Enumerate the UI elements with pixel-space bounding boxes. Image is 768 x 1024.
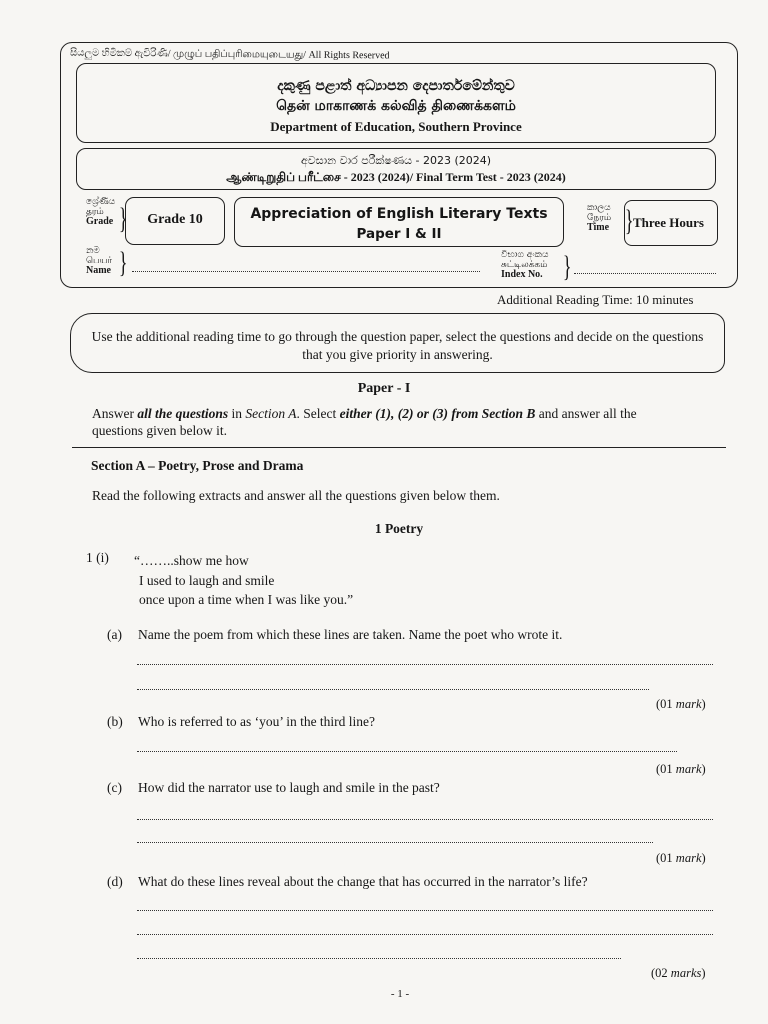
time-label-tamil: நேரம் [587, 213, 612, 223]
answer-instr-text: questions given below it. [92, 423, 227, 438]
department-box [76, 63, 716, 143]
answer-instr-emphasis: all the questions [137, 406, 229, 421]
subject-title: Appreciation of English Literary Texts [250, 206, 548, 222]
department-name-tamil: தென் மாகாணக் கல்வித் திணைக்களம் [276, 98, 516, 114]
section-a-heading: Section A – Poetry, Prose and Drama [91, 458, 304, 473]
extract-line: “……..show me how [134, 553, 249, 568]
answer-instr-text: in [228, 406, 246, 421]
marks-unit: mark [675, 697, 702, 711]
answer-line[interactable] [137, 910, 713, 911]
marks-end: ) [701, 966, 706, 980]
brace-icon: } [624, 204, 634, 237]
name-label [86, 246, 112, 276]
marks-label [656, 697, 706, 712]
grade-label-sinhala: ශ්‍රේණිය [86, 197, 116, 207]
marks-unit: marks [670, 966, 702, 980]
question-label: (c) [107, 780, 122, 795]
marks-label [656, 851, 706, 866]
marks-number: (01 [656, 851, 676, 865]
question-label: (d) [107, 874, 123, 889]
question-text: Name the poem from which these lines are taken. Name the poet who wrote it. [138, 627, 563, 642]
grade-value: Grade 10 [147, 212, 203, 227]
subject-box [234, 197, 564, 247]
marks-end: ) [701, 851, 706, 865]
marks-unit: mark [675, 851, 702, 865]
index-label-tamil: சுட்டிலக்கம் [501, 260, 548, 270]
index-label-english: Index No. [501, 269, 543, 280]
extract-line: once upon a time when I was like you.” [139, 592, 354, 607]
name-label-english: Name [86, 265, 111, 276]
question-text: Who is referred to as ‘you’ in the third line? [138, 714, 376, 729]
reading-time-note: Additional Reading Time: 10 minutes [497, 292, 694, 307]
instruction-box [70, 313, 725, 373]
name-label-sinhala: නම [86, 246, 100, 256]
answer-line[interactable] [137, 958, 621, 959]
name-field[interactable] [132, 271, 480, 272]
brace-icon: } [118, 202, 128, 235]
question-text: How did the narrator use to laugh and smile in the past? [138, 780, 440, 795]
brace-icon: } [562, 250, 572, 283]
grade-box [125, 197, 225, 245]
rights-reserved-text: සියලුම හිමිකම් ඇවිරිණි/ முழுப் பதிப்புரிமையுடையது/ All Rights Reserved [69, 47, 390, 62]
instruction-text: Use the additional reading time to go through the question paper, select the questions and decide on the questions that you give priority in answering. [91, 329, 704, 362]
marks-label [656, 762, 706, 777]
answer-instr-text: Answer [92, 406, 138, 421]
marks-end: ) [701, 697, 706, 711]
grade-label-tamil: தரம் [86, 207, 104, 217]
test-title-english: ஆண்டிறுதிப் பரீட்சை - 2023 (2024)/ Final Term Test - 2023 (2024) [226, 170, 566, 184]
answer-line[interactable] [137, 842, 653, 843]
grade-label [86, 197, 115, 227]
index-label-sinhala: විභාග අංකය [501, 250, 549, 260]
answer-instr-text: and answer all the [535, 406, 637, 421]
marks-number: (01 [656, 697, 676, 711]
answer-instr-emphasis: either (1), (2) or (3) from Section B [339, 406, 536, 421]
subject-paper: Paper I & II [356, 226, 442, 242]
time-value: Three Hours [633, 215, 704, 230]
time-label [587, 203, 611, 233]
answer-instr-emphasis: Section A [245, 406, 297, 421]
test-title-box [76, 148, 716, 190]
answer-line[interactable] [137, 689, 649, 690]
name-label-tamil: பெயர் [86, 256, 113, 266]
marks-end: ) [701, 762, 706, 776]
department-name-sinhala: දකුණු පළාත් අධ්‍යාපන දෙපාර්තමේන්තුව [277, 78, 515, 94]
section-divider [72, 447, 726, 448]
extract-line: I used to laugh and smile [139, 572, 275, 588]
section-a-intro: Read the following extracts and answer all the questions given below them. [92, 488, 500, 503]
marks-label [651, 966, 706, 981]
time-label-english: Time [587, 222, 610, 233]
marks-number: (01 [656, 762, 676, 776]
grade-label-english: Grade [86, 216, 114, 227]
marks-number: (02 [651, 966, 671, 980]
answer-instr-text: . Select [296, 406, 340, 421]
answer-line[interactable] [137, 751, 677, 752]
question-text: What do these lines reveal about the change that has occurred in the narrator’s life? [138, 874, 588, 889]
marks-unit: mark [675, 762, 702, 776]
paper-title: Paper - I [357, 381, 411, 396]
answer-line[interactable] [137, 934, 713, 935]
time-label-sinhala: කාලය [587, 203, 611, 213]
question-label: (a) [107, 627, 122, 642]
department-name-english: Department of Education, Southern Province [270, 119, 522, 134]
index-number-field[interactable] [574, 273, 716, 274]
answer-line[interactable] [137, 819, 713, 820]
index-label [501, 250, 548, 280]
time-box [624, 200, 718, 246]
poetry-subheading: 1 Poetry [374, 521, 424, 536]
brace-icon: } [118, 246, 128, 279]
question-number: 1 (i) [86, 550, 109, 565]
page-number: - 1 - [390, 988, 410, 1000]
answer-instructions [92, 405, 732, 439]
question-label: (b) [107, 714, 123, 729]
poem-extract [134, 551, 353, 610]
test-title-sinhala: අවසාන වාර පරීක්ෂණය - 2023 (2024) [300, 154, 492, 167]
answer-line[interactable] [137, 664, 713, 665]
